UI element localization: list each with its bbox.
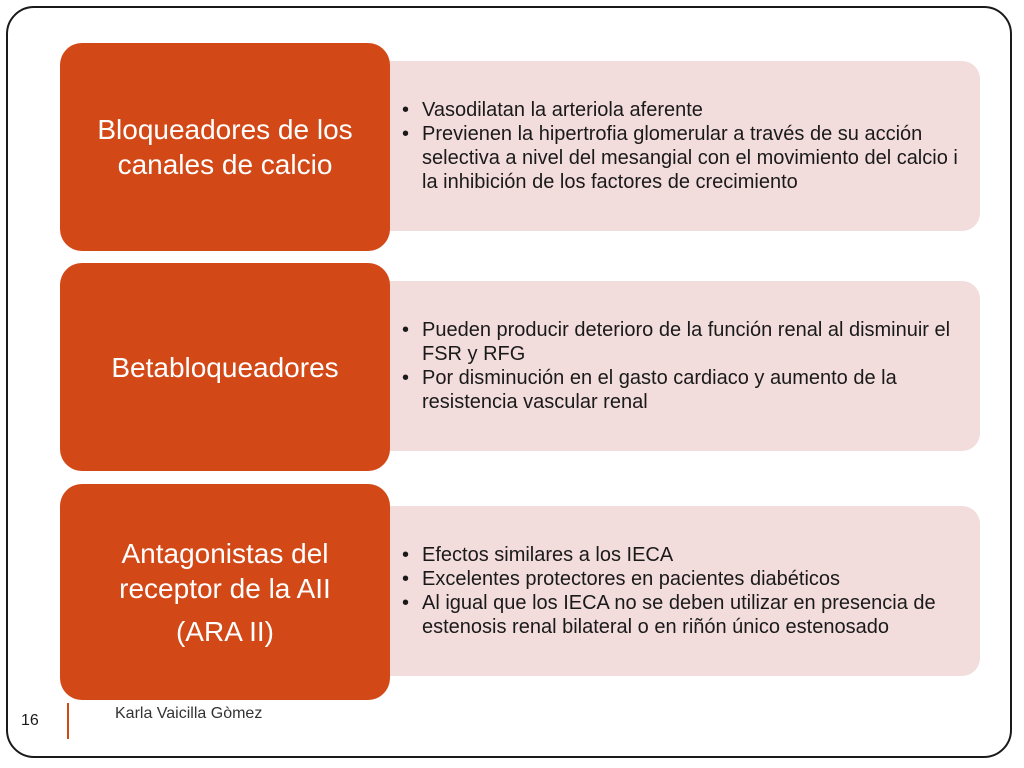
bullet-icon: •	[402, 319, 410, 341]
content-panel	[370, 61, 980, 231]
bullet-list	[402, 98, 958, 194]
category-label: Bloqueadores de los canales de calcio	[60, 43, 390, 251]
bullet-icon: •	[402, 123, 410, 145]
category-label: Antagonistas del receptor de la AII (ARA II)	[60, 484, 390, 700]
row-angiotensin-receptor-antagonists	[60, 484, 980, 700]
bullet-item: • Efectos similares a los IECA	[402, 544, 674, 566]
bullet-item: • Excelentes protectores en pacientes diabéticos	[402, 568, 841, 590]
bullet-list	[402, 543, 958, 639]
slide	[6, 6, 1012, 758]
bullet-icon: •	[402, 367, 410, 389]
bullet-item: • Al igual que los IECA no se deben utilizar en presencia de estenosis renal bilateral o en riñón único estenosado	[402, 592, 936, 638]
bullet-icon: •	[402, 592, 410, 614]
page-number: 16	[9, 703, 69, 739]
bullet-item: • Por disminución en el gasto cardiaco y aumento de la resistencia vascular renal	[402, 367, 897, 413]
bullet-item: • Previenen la hipertrofia glomerular a través de su acción selectiva a nivel del mesangial con el movimiento del calcio i la inhibición de los factores de crecimiento	[402, 123, 958, 193]
row-beta-blockers	[60, 263, 980, 471]
bullet-item: • Pueden producir deterioro de la función renal al disminuir el FSR y RFG	[402, 319, 951, 365]
bullet-icon: •	[402, 544, 410, 566]
bullet-item: • Vasodilatan la arteriola aferente	[402, 99, 703, 121]
bullet-list	[402, 318, 958, 414]
bullet-icon: •	[402, 99, 410, 121]
bullet-icon: •	[402, 568, 410, 590]
content-panel	[370, 281, 980, 451]
category-label: Betabloqueadores	[60, 263, 390, 471]
row-calcium-channel-blockers	[60, 43, 980, 251]
content-panel	[370, 506, 980, 676]
footer-author: Karla Vaicilla Gòmez	[115, 705, 263, 722]
